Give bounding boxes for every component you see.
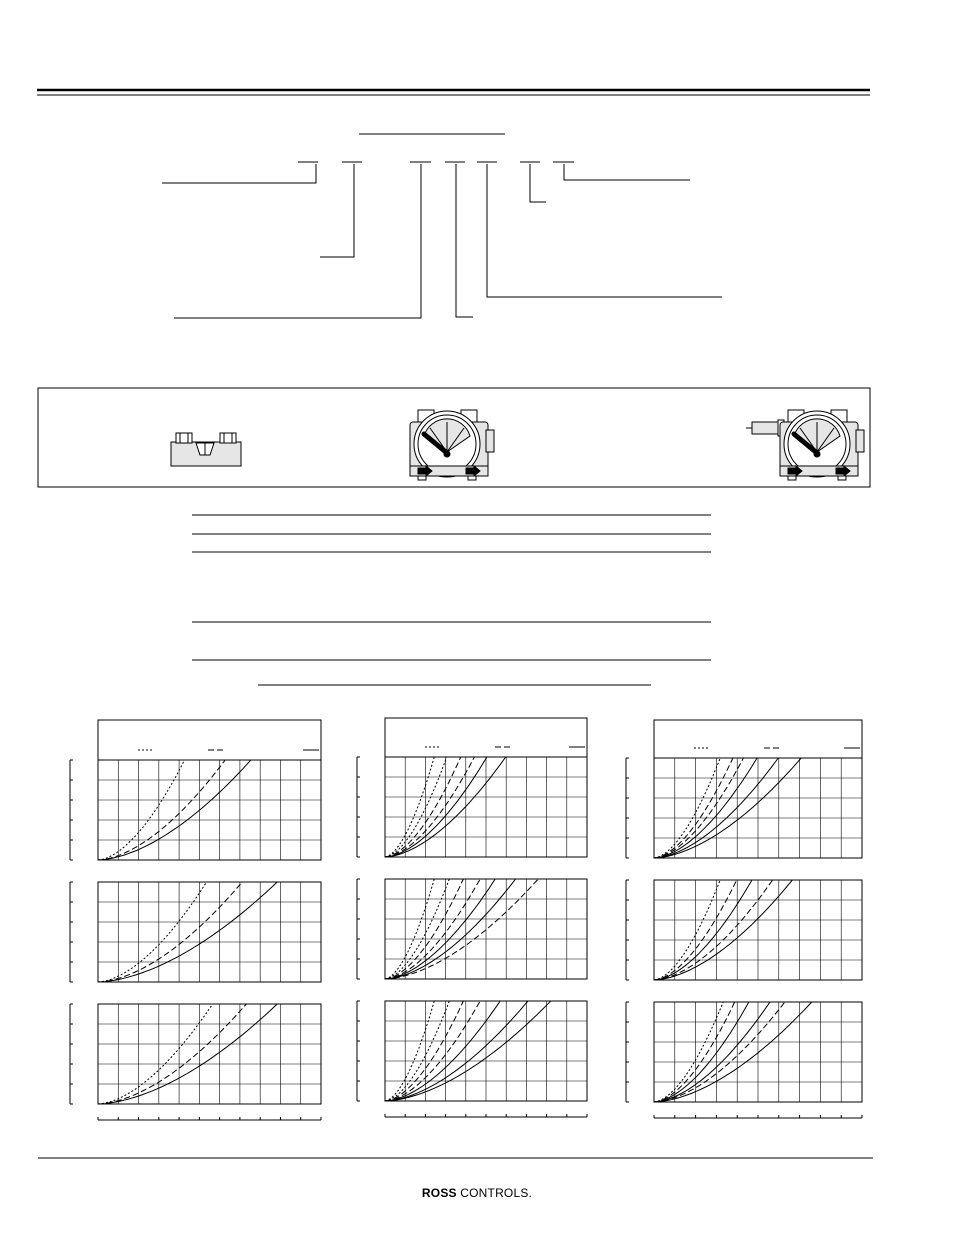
flow-control-valve-with-actuator-icon bbox=[746, 410, 864, 480]
chart-curve-dashed bbox=[385, 757, 461, 857]
chart-curve-dashed bbox=[654, 1002, 785, 1102]
chart-curve-solid bbox=[385, 1001, 500, 1101]
chart-curve-dotted bbox=[654, 880, 720, 980]
chart-curve-solid bbox=[385, 1001, 551, 1101]
chart-curve-dashed bbox=[385, 879, 463, 979]
chart-curve-dashed bbox=[98, 1004, 246, 1104]
chart-curve-solid bbox=[98, 1004, 277, 1104]
chart-curve-dotted bbox=[385, 757, 447, 857]
chart-curve-dotted bbox=[385, 879, 449, 979]
chart-curve-solid bbox=[654, 758, 757, 858]
chart-curve-solid bbox=[654, 758, 801, 858]
chart-curve-solid bbox=[654, 1002, 770, 1102]
footer-brand bbox=[0, 1186, 954, 1200]
chart-curve-dashed bbox=[385, 757, 474, 857]
footer-brand-rest: CONTROLS. bbox=[456, 1186, 533, 1200]
ordering-code-diagram bbox=[162, 134, 722, 318]
chart-curve-dashed bbox=[654, 880, 773, 980]
chart-curve-solid bbox=[385, 1001, 528, 1101]
footer-brand-bold: ROSS bbox=[421, 1186, 457, 1200]
chart-curve-solid bbox=[385, 879, 495, 979]
chart-curve-dotted bbox=[654, 1002, 723, 1102]
header-rule bbox=[37, 90, 870, 95]
chart-plot-area bbox=[98, 882, 321, 982]
chart-curve-dotted bbox=[98, 760, 185, 860]
chart-curve-solid bbox=[385, 879, 516, 979]
chart-curve-solid bbox=[98, 760, 251, 860]
chart-plot-area bbox=[98, 760, 321, 860]
needle-valve-icon bbox=[171, 433, 241, 466]
chart-header-box bbox=[385, 718, 587, 757]
flow-control-valve-icon bbox=[410, 410, 494, 480]
flow-charts bbox=[70, 718, 862, 1120]
chart-plot-area bbox=[98, 1004, 321, 1104]
chart-curve-solid bbox=[98, 882, 277, 982]
chart-header-box bbox=[98, 720, 321, 760]
chart-curve-solid bbox=[654, 1002, 812, 1102]
spec-table bbox=[192, 515, 711, 660]
chart-curve-dashed bbox=[654, 758, 743, 858]
chart-curve-dashed bbox=[654, 1002, 735, 1102]
chart-curve-dashed bbox=[385, 1001, 463, 1101]
chart-curve-dotted bbox=[98, 882, 207, 982]
chart-curve-dashed bbox=[98, 760, 225, 860]
chart-curve-dashed bbox=[654, 758, 733, 858]
chart-curve-solid bbox=[654, 1002, 749, 1102]
chart-header-box bbox=[654, 720, 862, 758]
chart-curve-dotted bbox=[98, 1004, 213, 1104]
chart-curve-dashed bbox=[385, 879, 538, 979]
chart-curve-dotted bbox=[385, 1001, 434, 1101]
